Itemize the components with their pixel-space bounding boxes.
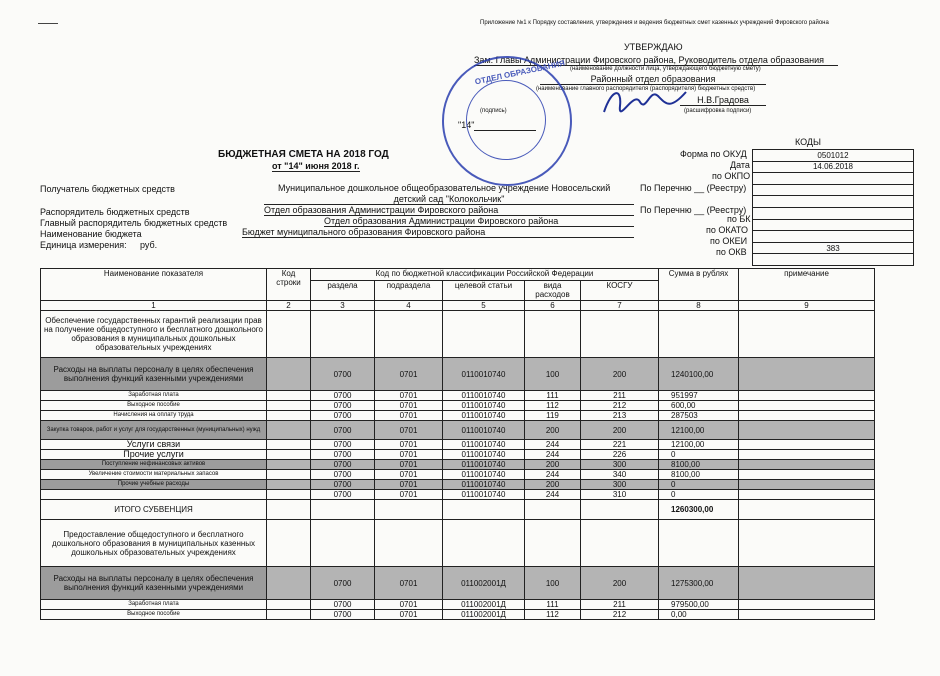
code-okei: 383 <box>753 242 914 254</box>
row-kosgu: 212 <box>581 401 659 411</box>
unit-label: Единица измерения: <box>40 240 127 250</box>
table-row <box>41 440 875 450</box>
row-note <box>739 421 875 440</box>
row-razdel <box>311 500 375 520</box>
row-podrazdel: 0701 <box>375 600 443 610</box>
row-name: Обеспечение государственных гарантий реализации прав на получение общедоступного и бесплатного дошкольного образования в муниципальных дошкольных образовательных учреждениях <box>41 311 267 358</box>
row-vr: 244 <box>525 470 581 480</box>
code-bk <box>753 219 914 231</box>
row-razdel: 0700 <box>311 358 375 391</box>
row-kosgu: 212 <box>581 610 659 620</box>
table-row <box>41 421 875 440</box>
col-vr: вида расходов <box>525 281 581 301</box>
row-note <box>739 460 875 470</box>
row-razdel: 0700 <box>311 460 375 470</box>
row-podrazdel: 0701 <box>375 411 443 421</box>
col-num: 3 <box>311 301 375 311</box>
table-row <box>41 490 875 500</box>
col-num: 9 <box>739 301 875 311</box>
row-podrazdel: 0701 <box>375 490 443 500</box>
row-vr: 100 <box>525 358 581 391</box>
row-vr: 111 <box>525 391 581 401</box>
approve-date-day: "14" <box>458 120 475 130</box>
budget-label: Наименование бюджета <box>40 229 142 239</box>
approve-position-caption: (наименование должности лица, утверждающего бюджетную смету) <box>570 66 761 72</box>
row-note <box>739 600 875 610</box>
row-vr: 119 <box>525 411 581 421</box>
col-bk: Код по бюджетной классификации Российской Федерации <box>311 269 659 281</box>
row-kosgu: 340 <box>581 470 659 480</box>
row-podrazdel <box>375 500 443 520</box>
row-podrazdel: 0701 <box>375 401 443 411</box>
row-vr: 112 <box>525 401 581 411</box>
code-okv <box>753 254 914 266</box>
row-code <box>267 421 311 440</box>
row-kosgu: 226 <box>581 450 659 460</box>
table-row <box>41 358 875 391</box>
row-name: Увеличение стоимости материальных запасов <box>41 470 267 480</box>
row-vr: 244 <box>525 450 581 460</box>
row-sum: 600,00 <box>659 401 739 411</box>
row-podrazdel: 0701 <box>375 440 443 450</box>
code-okato <box>753 231 914 243</box>
row-code <box>267 311 311 358</box>
row-kosgu: 200 <box>581 358 659 391</box>
table-row <box>41 600 875 610</box>
row-csr: 0110010740 <box>443 450 525 460</box>
row-kosgu: 211 <box>581 600 659 610</box>
budget-table <box>40 268 875 620</box>
chief-value: Отдел образования Администрации Фировского района <box>324 216 634 227</box>
manager-registry: По Перечню __ (Реестру) <box>640 205 747 215</box>
row-razdel: 0700 <box>311 440 375 450</box>
row-name: Прочие услуги <box>41 450 267 460</box>
row-note <box>739 391 875 401</box>
row-razdel: 0700 <box>311 470 375 480</box>
row-sum: 12100,00 <box>659 421 739 440</box>
table-row <box>41 450 875 460</box>
approve-position: Зам. Главы Администрации Фировского района, Руководитель отдела образования <box>474 55 838 66</box>
row-sum <box>659 311 739 358</box>
row-sum <box>659 520 739 567</box>
recipient-label: Получатель бюджетных средств <box>40 184 175 194</box>
row-code <box>267 450 311 460</box>
row-csr: 0110010740 <box>443 460 525 470</box>
table-row <box>41 470 875 480</box>
row-csr: 011002001Д <box>443 600 525 610</box>
manager-label: Распорядитель бюджетных средств <box>40 207 190 217</box>
row-note <box>739 450 875 460</box>
row-name: Заработная плата <box>41 600 267 610</box>
row-vr: 200 <box>525 460 581 470</box>
row-code <box>267 500 311 520</box>
row-razdel: 0700 <box>311 490 375 500</box>
row-kosgu: 221 <box>581 440 659 450</box>
row-csr: 0110010740 <box>443 391 525 401</box>
row-note <box>739 480 875 490</box>
unit-value: руб. <box>140 240 158 250</box>
row-csr: 0110010740 <box>443 490 525 500</box>
row-vr: 100 <box>525 567 581 600</box>
row-name: Заработная плата <box>41 391 267 401</box>
row-note <box>739 500 875 520</box>
column-numbers-row <box>41 301 875 311</box>
row-csr: 0110010740 <box>443 440 525 450</box>
row-name: ИТОГО СУБВЕНЦИЯ <box>41 500 267 520</box>
recipient-value: Муниципальное дошкольное общеобразовательное учреждение Новосельский <box>278 183 611 193</box>
row-csr: 0110010740 <box>443 421 525 440</box>
row-vr: 244 <box>525 440 581 450</box>
row-razdel: 0700 <box>311 450 375 460</box>
row-name: Начисления на оплату труда <box>41 411 267 421</box>
appendix-note: Приложение №1 к Порядку составления, утверждения и ведения бюджетных смет казенных учреждений Фировского района <box>480 20 829 26</box>
row-note <box>739 411 875 421</box>
row-code <box>267 600 311 610</box>
col-num: 5 <box>443 301 525 311</box>
row-podrazdel: 0701 <box>375 358 443 391</box>
row-name: Поступление нефинансовых активов <box>41 460 267 470</box>
row-code <box>267 391 311 401</box>
row-razdel: 0700 <box>311 567 375 600</box>
row-podrazdel: 0701 <box>375 450 443 460</box>
official-stamp <box>442 56 572 186</box>
code-empty2 <box>753 196 914 208</box>
label-okud: Форма по ОКУД <box>680 149 747 159</box>
row-code <box>267 610 311 620</box>
row-note <box>739 490 875 500</box>
code-empty3 <box>753 207 914 219</box>
row-sum: 12100,00 <box>659 440 739 450</box>
code-date: 14.06.2018 <box>753 161 914 173</box>
row-podrazdel <box>375 520 443 567</box>
col-razdel: раздела <box>311 281 375 301</box>
row-csr: 0110010740 <box>443 411 525 421</box>
row-csr <box>443 520 525 567</box>
label-okv: по ОКВ <box>716 247 747 257</box>
codes-title: КОДЫ <box>794 137 821 147</box>
row-note <box>739 520 875 567</box>
row-name <box>41 490 267 500</box>
col-kosgu: КОСГУ <box>581 281 659 301</box>
row-sum: 1240100,00 <box>659 358 739 391</box>
sign-caption: (подпись) <box>480 108 507 114</box>
row-vr <box>525 500 581 520</box>
row-sum: 0,00 <box>659 610 739 620</box>
row-name: Расходы на выплаты персоналу в целях обеспечения выполнения функций казенными учреждениями <box>41 567 267 600</box>
row-code <box>267 567 311 600</box>
row-note <box>739 311 875 358</box>
table-row <box>41 500 875 520</box>
row-kosgu: 200 <box>581 421 659 440</box>
row-note <box>739 401 875 411</box>
row-csr: 011002001Д <box>443 610 525 620</box>
row-kosgu: 300 <box>581 460 659 470</box>
row-kosgu: 310 <box>581 490 659 500</box>
row-kosgu: 300 <box>581 480 659 490</box>
row-note <box>739 440 875 450</box>
row-name: Расходы на выплаты персоналу в целях обеспечения выполнения функций казенными учреждениями <box>41 358 267 391</box>
row-kosgu <box>581 520 659 567</box>
row-vr <box>525 311 581 358</box>
row-code <box>267 411 311 421</box>
col-code: Код строки <box>267 269 311 301</box>
row-sum: 287503 <box>659 411 739 421</box>
row-vr: 244 <box>525 490 581 500</box>
table-row <box>41 520 875 567</box>
table-row <box>41 311 875 358</box>
col-num: 8 <box>659 301 739 311</box>
table-row <box>41 610 875 620</box>
col-num: 1 <box>41 301 267 311</box>
row-podrazdel <box>375 311 443 358</box>
row-name: Предоставление общедоступного и бесплатного дошкольного образования в муниципальных казенных дошкольных образовательных учреждениях <box>41 520 267 567</box>
approve-org: Районный отдел образования <box>540 74 766 85</box>
label-date: Дата <box>730 160 750 170</box>
row-sum: 1275300,00 <box>659 567 739 600</box>
row-code <box>267 401 311 411</box>
row-note <box>739 610 875 620</box>
table-row <box>41 391 875 401</box>
row-sum: 1260300,00 <box>659 500 739 520</box>
row-sum: 0 <box>659 490 739 500</box>
row-razdel: 0700 <box>311 391 375 401</box>
row-note <box>739 567 875 600</box>
row-csr: 0110010740 <box>443 470 525 480</box>
row-code <box>267 358 311 391</box>
row-kosgu: 213 <box>581 411 659 421</box>
row-vr: 111 <box>525 600 581 610</box>
col-num: 4 <box>375 301 443 311</box>
row-sum: 8100,00 <box>659 470 739 480</box>
row-code <box>267 480 311 490</box>
table-row <box>41 567 875 600</box>
doc-date: от "14" июня 2018 г. <box>272 161 360 171</box>
name-caption: (расшифровка подписи) <box>684 108 752 114</box>
row-csr: 0110010740 <box>443 480 525 490</box>
row-csr: 0110010740 <box>443 358 525 391</box>
row-vr <box>525 520 581 567</box>
approve-org-caption: (наименование главного распорядителя (распорядителя) бюджетных средств) <box>536 86 756 92</box>
col-name: Наименование показателя <box>41 269 267 301</box>
signature-mark <box>600 82 690 122</box>
stamp-text: ОТДЕЛ ОБРАЗОВАНИЯ <box>474 58 566 87</box>
row-csr: 0110010740 <box>443 401 525 411</box>
budget-value: Бюджет муниципального образования Фировского района <box>242 227 634 238</box>
row-podrazdel: 0701 <box>375 460 443 470</box>
row-vr: 200 <box>525 480 581 490</box>
chief-label: Главный распорядитель бюджетных средств <box>40 218 228 228</box>
row-razdel <box>311 520 375 567</box>
col-num: 7 <box>581 301 659 311</box>
row-podrazdel: 0701 <box>375 421 443 440</box>
row-podrazdel: 0701 <box>375 391 443 401</box>
approve-title: УТВЕРЖДАЮ <box>624 42 683 52</box>
row-name: Выходное пособие <box>41 610 267 620</box>
corner-mark <box>38 23 58 24</box>
row-code <box>267 440 311 450</box>
col-sum: Сумма в рублях <box>659 269 739 301</box>
row-csr <box>443 500 525 520</box>
row-podrazdel: 0701 <box>375 567 443 600</box>
col-note: примечание <box>739 269 875 301</box>
label-okato: по ОКАТО <box>706 225 749 235</box>
row-vr: 112 <box>525 610 581 620</box>
row-kosgu <box>581 311 659 358</box>
code-okud: 0501012 <box>753 150 914 162</box>
row-code <box>267 490 311 500</box>
table-row <box>41 480 875 490</box>
label-okpo: по ОКПО <box>712 171 751 181</box>
row-kosgu: 211 <box>581 391 659 401</box>
row-sum: 0 <box>659 450 739 460</box>
table-row <box>41 460 875 470</box>
row-razdel: 0700 <box>311 411 375 421</box>
col-num: 2 <box>267 301 311 311</box>
row-razdel: 0700 <box>311 421 375 440</box>
row-note <box>739 358 875 391</box>
recipient-value-2: детский сад "Колокольчик" <box>264 194 634 205</box>
code-empty1 <box>753 184 914 196</box>
col-podrazdel: подраздела <box>375 281 443 301</box>
row-name: Закупка товаров, работ и услуг для государственных (муниципальных) нужд <box>41 421 267 440</box>
row-razdel: 0700 <box>311 600 375 610</box>
label-bk: по БК <box>727 214 751 224</box>
row-vr: 200 <box>525 421 581 440</box>
row-kosgu <box>581 500 659 520</box>
col-num: 6 <box>525 301 581 311</box>
doc-title: БЮДЖЕТНАЯ СМЕТА НА 2018 ГОД <box>218 149 389 160</box>
row-csr <box>443 311 525 358</box>
row-kosgu: 200 <box>581 567 659 600</box>
row-podrazdel: 0701 <box>375 480 443 490</box>
row-code <box>267 470 311 480</box>
row-razdel: 0700 <box>311 610 375 620</box>
row-podrazdel: 0701 <box>375 470 443 480</box>
row-razdel: 0700 <box>311 401 375 411</box>
recipient-registry: По Перечню __ (Реестру) <box>640 183 747 193</box>
row-code <box>267 520 311 567</box>
row-sum: 0 <box>659 480 739 490</box>
row-name: Прочие учебные расходы <box>41 480 267 490</box>
row-name: Услуги связи <box>41 440 267 450</box>
row-sum: 8100,00 <box>659 460 739 470</box>
row-name: Выходное пособие <box>41 401 267 411</box>
row-note <box>739 470 875 480</box>
row-sum: 951997 <box>659 391 739 401</box>
codes-table <box>752 149 914 266</box>
code-okpo <box>753 173 914 185</box>
manager-value: Отдел образования Администрации Фировского района <box>264 205 634 216</box>
col-csr: целевой статьи <box>443 281 525 301</box>
row-razdel: 0700 <box>311 480 375 490</box>
row-podrazdel: 0701 <box>375 610 443 620</box>
table-row <box>41 401 875 411</box>
stamp-inner-ring <box>466 80 546 160</box>
row-code <box>267 460 311 470</box>
row-csr: 011002001Д <box>443 567 525 600</box>
approve-name: Н.В.Градова <box>680 95 766 106</box>
table-row <box>41 411 875 421</box>
row-sum: 979500,00 <box>659 600 739 610</box>
row-razdel <box>311 311 375 358</box>
label-okei: по ОКЕИ <box>710 236 748 246</box>
